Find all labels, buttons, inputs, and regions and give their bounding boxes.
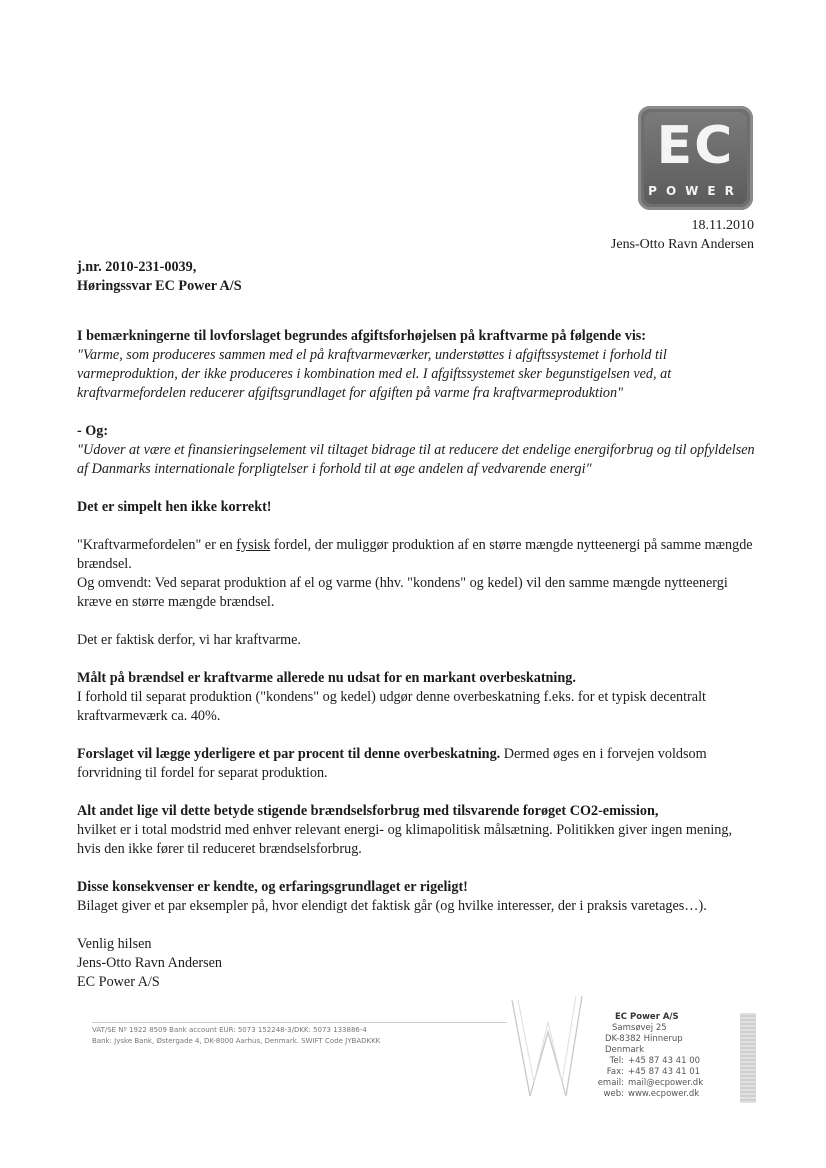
footer-bank-line-1: VAT/SE Nº 1922 8509 Bank account EUR: 5073 152248-3/DKK: 5073 133886-4 xyxy=(92,1026,367,1034)
footer-address-3: Denmark xyxy=(605,1045,645,1055)
section-1-heading: I bemærkningerne til lovforslaget begrundes afgiftsforhøjelsen på kraftvarme på følgende vis: xyxy=(77,328,647,344)
footer-web-link[interactable]: www.ecpower.dk xyxy=(628,1089,700,1099)
section-8-body: hvilket er i total modstrid med enhver relevant energi- og klimapolitisk målsætning. Politikken giver ingen mening, hvis den ikke fører til reduceret brændselsforbrug. xyxy=(77,822,733,857)
closing-signature-name: Jens-Otto Ravn Andersen xyxy=(77,955,223,971)
closing-company: EC Power A/S xyxy=(77,974,160,990)
footer-tel-label: Tel: xyxy=(609,1056,624,1066)
section-9-body: Bilaget giver et par eksempler på, hvor elendigt det faktisk går (og hvilke interesser, der i praksis varetages…). xyxy=(77,898,707,914)
closing-greeting: Venlig hilsen xyxy=(77,936,152,952)
footer-email-link[interactable]: mail@ecpower.dk xyxy=(628,1078,704,1088)
section-3-heading: Det er simpelt hen ikke korrekt! xyxy=(77,499,272,515)
footer-fax: +45 87 43 41 01 xyxy=(628,1067,701,1077)
footer-company: EC Power A/S xyxy=(615,1012,679,1022)
section-8-heading: Alt andet lige vil dette betyde stigende brændselsforbrug med tilsvarende forøget CO2-emission, xyxy=(77,803,659,819)
section-4-text-pre: "Kraftvarmefordelen" er en xyxy=(77,537,237,553)
footer-web-row xyxy=(590,1089,703,1100)
letter-body xyxy=(77,258,757,992)
footer-web-label: web: xyxy=(603,1089,624,1099)
section-6-heading: Målt på brændsel er kraftvarme allerede nu udsat for en markant overbeskatning. xyxy=(77,670,576,686)
logo-ec-text: EC xyxy=(656,116,735,176)
section-4-line-2: Og omvendt: Ved separat produktion af el og varme (hhv. "kondens" og kedel) vil den samme mængde nytteenergi kræve en større mængde brændsel. xyxy=(77,575,728,610)
footer-fax-label: Fax: xyxy=(606,1067,624,1077)
section-7-body: Dermed øges en i forvejen voldsom forvridning til fordel for separat produktion. xyxy=(77,746,707,781)
section-7-heading: Forslaget vil lægge yderligere et par procent til denne overbeskatning. xyxy=(77,746,501,762)
logo-power-text: POWER xyxy=(648,184,743,198)
footer-tel: +45 87 43 41 00 xyxy=(628,1056,701,1066)
footer-contact xyxy=(590,1012,703,1100)
section-5-paragraph: Det er faktisk derfor, vi har kraftvarme. xyxy=(77,632,301,648)
footer-address-2: DK-8382 Hinnerup xyxy=(605,1034,683,1044)
section-2-quote: "Udover at være et finansieringselement vil tiltaget bidrage til at reducere det endelige energiforbrug og til opfyldelsen af Danmarks internationale forpligtelser i forhold til at øge andelen af vedvarende energi" xyxy=(77,442,755,477)
footer-email-row xyxy=(590,1078,703,1089)
letter-subject: Høringssvar EC Power A/S xyxy=(77,278,242,294)
section-6-body: I forhold til separat produktion ("kondens" og kedel) udgør denne overbeskatning f.eks. for et typisk decentralt kraftvarmeværk ca. 40%. xyxy=(77,689,706,724)
ec-power-logo xyxy=(638,106,753,210)
footer-fax-row xyxy=(590,1067,703,1078)
footer-bank-line-2: Bank: Jyske Bank, Østergade 4, DK-8000 Aarhus, Denmark. SWIFT Code JYBADKKK xyxy=(92,1037,381,1045)
footer-side-bar xyxy=(740,1013,756,1103)
section-9-heading: Disse konsekvenser er kendte, og erfaringsgrundlaget er rigeligt! xyxy=(77,879,468,895)
section-7-paragraph xyxy=(77,745,757,783)
section-4-underlined-word: fysisk xyxy=(236,537,271,553)
w-watermark-icon xyxy=(508,992,588,1102)
section-1-quote: "Varme, som produceres sammen med el på kraftvarmeværker, understøttes i afgiftssystemet i forhold til varmeproduktion, der ikke produceres i kombination med el. I afgiftssystemet sker begunstigelsen ved, at kraftvarmefordelen reducerer afgiftsgrundlaget for afgiften på varme fra kraftvarmeproduktion" xyxy=(77,347,672,401)
section-4-paragraph xyxy=(77,536,757,574)
footer-tel-row xyxy=(590,1056,703,1067)
letter-author: Jens-Otto Ravn Andersen xyxy=(610,237,754,252)
section-4-text-post: fordel, der muliggør produktion af en større mængde nytteenergi på samme mængde brændsel. xyxy=(77,537,753,572)
footer-address-1: Samsøvej 25 xyxy=(612,1023,667,1033)
footer-email-label: email: xyxy=(597,1078,624,1088)
letter-date: 18.11.2010 xyxy=(691,218,754,233)
journal-number: j.nr. 2010-231-0039, xyxy=(77,259,197,275)
footer-bank-info xyxy=(92,1022,507,1047)
section-2-heading: - Og: xyxy=(77,423,109,439)
